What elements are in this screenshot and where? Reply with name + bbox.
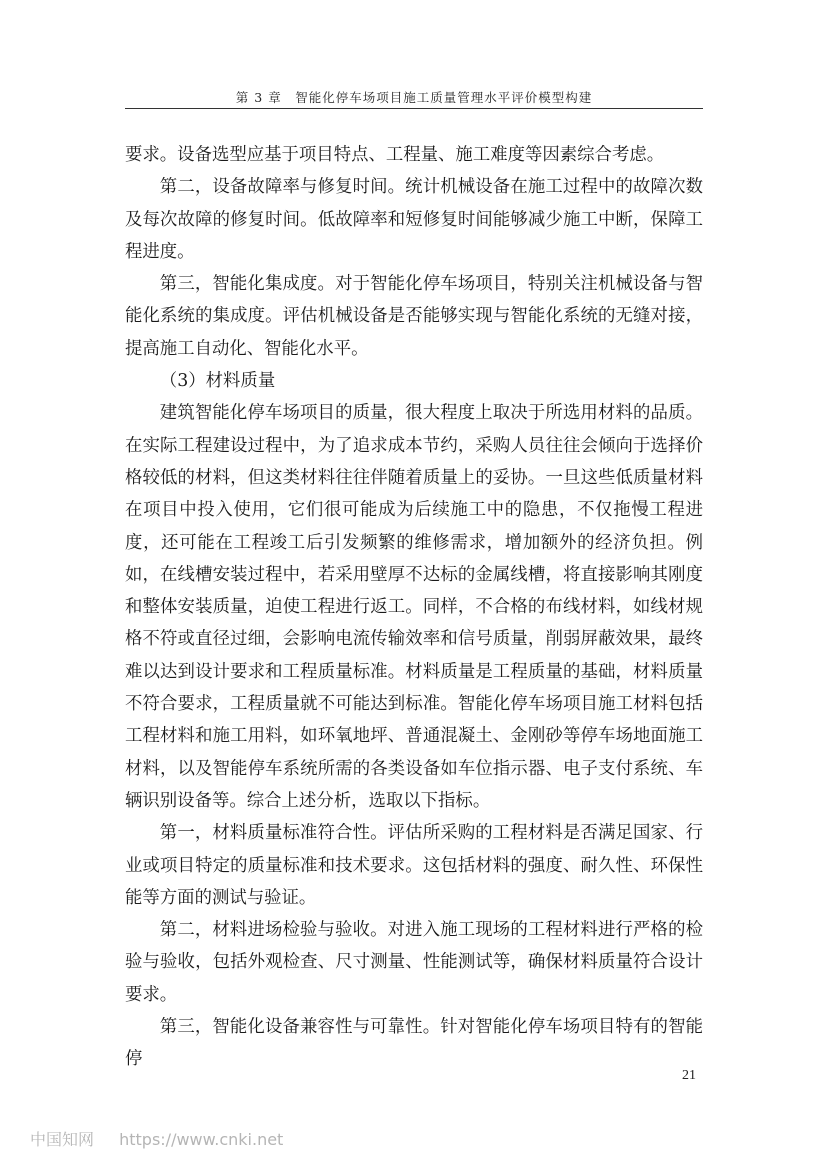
paragraph-device-compatibility: 第三，智能化设备兼容性与可靠性。针对智能化停车场项目特有的智能停	[125, 1017, 703, 1070]
paragraph-material-standard: 第一，材料质量标准符合性。评估所采购的工程材料是否满足国家、行业或项目特定的质量标准和技术要求。这包括材料的强度、耐久性、环保性能等方面的测试与验证。	[125, 823, 703, 908]
watermark-url: https://www.cnki.net	[119, 1130, 284, 1149]
cnki-watermark	[30, 1127, 283, 1150]
header-rule	[125, 108, 703, 109]
paragraph-material-inspection: 第二，材料进场检验与验收。对进入施工现场的工程材料进行严格的检验与验收，包括外观检查、尺寸测量、性能测试等，确保材料质量符合设计要求。	[125, 920, 703, 1005]
paragraph-material-quality: 建筑智能化停车场项目的质量，很大程度上取决于所选用材料的品质。在实际工程建设过程中，为了追求成本节约，采购人员往往会倾向于选择价格较低的材料，但这类材料往往伴随着质量上的妥协。一旦这些低质量材料在项目中投入使用，它们很可能成为后续施工中的隐患，不仅拖慢工程进度，还可能在工程竣工后引发频繁的维修需求，增加额外的经济负担。例如，在线槽安装过程中，若采用壁厚不达标的金属线槽，将直接影响其刚度和整体安装质量，迫使工程进行返工。同样，不合格的布线材料，如线材规格不符或直径过细，会影响电流传输效率和信号质量，削弱屏蔽效果，最终难以达到设计要求和工程质量标准。材料质量是工程质量的基础，材料质量不符合要求，工程质量就不可能达到标准。智能化停车场项目施工材料包括工程材料和施工用料，如环氧地坪、普通混凝土、金刚砂等停车场地面施工材料，以及智能停车系统所需的各类设备如车位指示器、电子支付系统、车辆识别设备等。综合上述分析，选取以下指标。	[125, 403, 703, 811]
body-text	[125, 139, 703, 1076]
page-number: 21	[682, 1068, 696, 1083]
paragraph-intelligent-integration: 第三，智能化集成度。对于智能化停车场项目，特别关注机械设备与智能化系统的集成度。评估机械设备是否能够实现与智能化系统的无缝对接，提高施工自动化、智能化水平。	[125, 274, 703, 359]
watermark-site-name: 中国知网	[30, 1130, 95, 1149]
section-heading-material-quality: （3）材料质量	[159, 371, 276, 392]
running-header: 第 3 章 智能化停车场项目施工质量管理水平评价模型构建	[235, 90, 593, 105]
paragraph-continuation: 要求。设备选型应基于项目特点、工程量、施工难度等因素综合考虑。	[125, 145, 665, 165]
paragraph-equipment-failure: 第二，设备故障率与修复时间。统计机械设备在施工过程中的故障次数及每次故障的修复时间。低故障率和短修复时间能够减少施工中断，保障工程进度。	[125, 177, 703, 262]
